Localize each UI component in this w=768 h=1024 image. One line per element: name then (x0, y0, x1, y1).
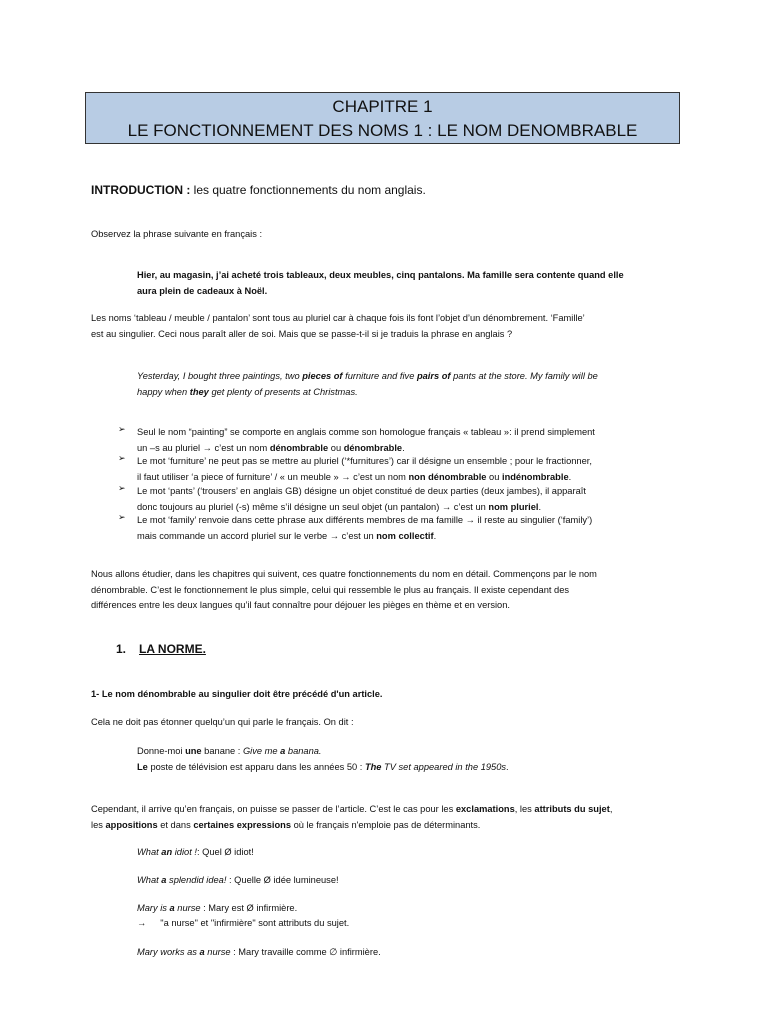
text-run: . (506, 761, 509, 772)
text-run: "a nurse" et "infirmière" sont attributs du sujet. (160, 918, 350, 928)
intro-heading (91, 182, 426, 198)
section-number: 1. (116, 642, 127, 656)
text-run: nom collectif (376, 530, 434, 541)
text-run: Give me (242, 746, 281, 756)
text-run: . (568, 471, 572, 482)
intro-text: les quatre fonctionnements du nom anglais. (190, 183, 426, 197)
example-exclamation-2 (137, 873, 339, 888)
text-run: les (91, 819, 106, 830)
text-run: poste de télévision est apparu dans les années 50 : (147, 761, 365, 772)
text-run: What (137, 847, 162, 857)
text-run: Donne-moi (137, 746, 186, 756)
chapter-title-box (85, 92, 680, 144)
text-run: ou (486, 471, 502, 482)
text-run: Cependant, il arrive qu’en français, on puisse se passer de l’article. C’est le cas pour les (91, 804, 456, 814)
text-run: différences entre les deux langues qu’il faut connaître pour déjouer les pièges en thème et en version. (91, 600, 510, 610)
text-run: Mary is (137, 903, 170, 913)
intro-label: INTRODUCTION : (91, 183, 191, 197)
bullet-arrow-icon: ➢ (118, 453, 126, 463)
english-sentence-line (137, 369, 598, 385)
bullet-item-family (137, 513, 592, 544)
text-run: The (364, 761, 382, 772)
text-run: . (402, 442, 405, 453)
example-exclamation-1 (137, 845, 254, 860)
section-title: LA NORME. (139, 642, 206, 656)
arrow-right-icon: → (137, 918, 147, 928)
example-line (137, 744, 509, 760)
text-run: a (199, 947, 205, 957)
text-run: , les (514, 804, 535, 814)
text-run: banane : (201, 746, 243, 756)
french-sentence-line: Hier, au magasin, j’ai acheté trois tableaux, deux meubles, cinq pantalons. Ma famille sera contente quand elle (137, 270, 624, 280)
cependant-paragraph (91, 802, 612, 833)
english-sentence (137, 369, 598, 400)
example-apposition (137, 945, 381, 960)
text-run: : Mary travaille comme ∅ infirmière. (230, 947, 381, 957)
bullet-item-pants (137, 484, 586, 515)
text-run: attributs du sujet (534, 804, 610, 814)
text-run: nom pluriel (488, 501, 539, 512)
text-run: an (161, 847, 173, 857)
text-run: une (185, 746, 202, 756)
text-run: et dans (157, 819, 194, 830)
text-run: où le français n'emploie pas de déterminants. (290, 819, 481, 830)
text-run: splendid idea! (166, 875, 227, 885)
text-run: Nous allons étudier, dans les chapitres qui suivent, ces quatre fonctionnements du nom en détail. Commençons par le nom (91, 569, 597, 579)
text-run: a (280, 746, 286, 756)
section-heading (116, 642, 206, 656)
text-run: Le (137, 761, 148, 772)
chapter-title: LE FONCTIONNEMENT DES NOMS 1 : LE NOM DENOMBRABLE (127, 121, 638, 140)
bullet-arrow-icon: ➢ (118, 424, 126, 434)
text-run: they (189, 386, 209, 397)
observe-text: Observez la phrase suivante en français : (91, 229, 263, 239)
text-run: : Mary est Ø infirmière. (200, 903, 298, 913)
text-run: , (609, 804, 613, 814)
text-run: certaines expressions (193, 819, 291, 830)
french-sentence (137, 268, 624, 299)
study-paragraph (91, 567, 597, 614)
text-run: Yesterday, I bought three paintings, two (137, 371, 303, 381)
text-run: idiot ! (172, 847, 197, 857)
cela-text: Cela ne doit pas étonner quelqu’un qui parle le français. On dit : (91, 717, 354, 727)
text-run: furniture and five (342, 371, 417, 381)
example-attribute (137, 901, 297, 916)
text-run: un –s au pluriel → c’est un nom (137, 442, 270, 453)
text-run: pieces of (302, 371, 343, 381)
text-run: a (169, 903, 175, 913)
text-run: pairs of (416, 371, 451, 381)
text-run: nurse (174, 903, 201, 913)
noms-paragraph (91, 311, 585, 342)
french-sentence-line: aura plein de cadeaux à Noël. (137, 285, 268, 296)
text-run: Le mot ‘family’ renvoie dans cette phrase aux différents membres de ma famille → il reste au singulier (‘family’) (137, 515, 593, 525)
text-run: . (433, 530, 437, 541)
text-run: Mary works as (137, 947, 200, 957)
text-run: TV set appeared in the 1950s (381, 761, 507, 772)
text-run: Le mot ‘pants’ (‘trousers’ en anglais GB) désigne un objet constitué de deux parties (deux jambes), il apparaît (137, 486, 586, 496)
example-attribute-note (137, 916, 349, 931)
text-run: exclamations (455, 804, 515, 814)
bullet-item-furniture (137, 454, 592, 485)
examples-block (137, 744, 509, 775)
text-run: a (161, 875, 167, 885)
text-run: happy when (137, 386, 190, 397)
text-run: get plenty of presents at Christmas. (208, 386, 358, 397)
text-run: il faut utiliser ‘a piece of furniture’ / « un meuble » → c’est un nom (137, 471, 409, 482)
text-run: non dénombrable (408, 471, 487, 482)
bullet-arrow-icon: ➢ (118, 512, 126, 522)
bullet-arrow-icon: ➢ (118, 483, 126, 493)
text-run: banana. (285, 746, 322, 756)
paragraph-line: est au singulier. Ceci nous paraît aller de soi. Mais que se passe-t-il si je traduis la phrase en anglais ? (91, 328, 513, 339)
text-run: dénombrable (269, 442, 329, 453)
rule-1: 1- Le nom dénombrable au singulier doit être précédé d'un article. (91, 689, 383, 699)
text-run: What (137, 875, 162, 885)
text-run: Seul le nom “painting” se comporte en anglais comme son homologue français « tableau »: il prend simplement (137, 427, 595, 437)
text-run: donc toujours au pluriel (-s) même s’il désigne un seul objet (un pantalon) → c’est un (137, 501, 489, 512)
text-run: pants at the store. My family will be (450, 371, 598, 381)
text-run: : Quel Ø idiot! (196, 847, 254, 857)
text-run: indénombrable (501, 471, 569, 482)
text-run: appositions (105, 819, 158, 830)
chapter-number: CHAPITRE 1 (332, 97, 433, 116)
text-run: dénombrable (343, 442, 403, 453)
text-run: dénombrable. C’est le fonctionnement le plus simple, celui qui ressemble le plus au français. Il existe cependant des (91, 584, 570, 595)
text-run: Le mot ‘furniture’ ne peut pas se mettre au pluriel (‘*furnitures’) car il désigne un ensemble ; pour le fractionner, (137, 456, 592, 466)
bullet-item-painting (137, 425, 595, 456)
text-run: ou (328, 442, 344, 453)
text-run: mais commande un accord pluriel sur le verbe → c’est un (137, 530, 377, 541)
paragraph-line: Les noms ‘tableau / meuble / pantalon’ sont tous au pluriel car à chaque fois ils font l’objet d’un dénombrement. ‘Famille’ (91, 313, 585, 323)
text-run: . (538, 501, 542, 512)
english-sentence-line (137, 385, 598, 401)
example-line (137, 760, 509, 776)
text-run: nurse (204, 947, 231, 957)
text-run: : Quelle Ø idée lumineuse! (226, 875, 339, 885)
